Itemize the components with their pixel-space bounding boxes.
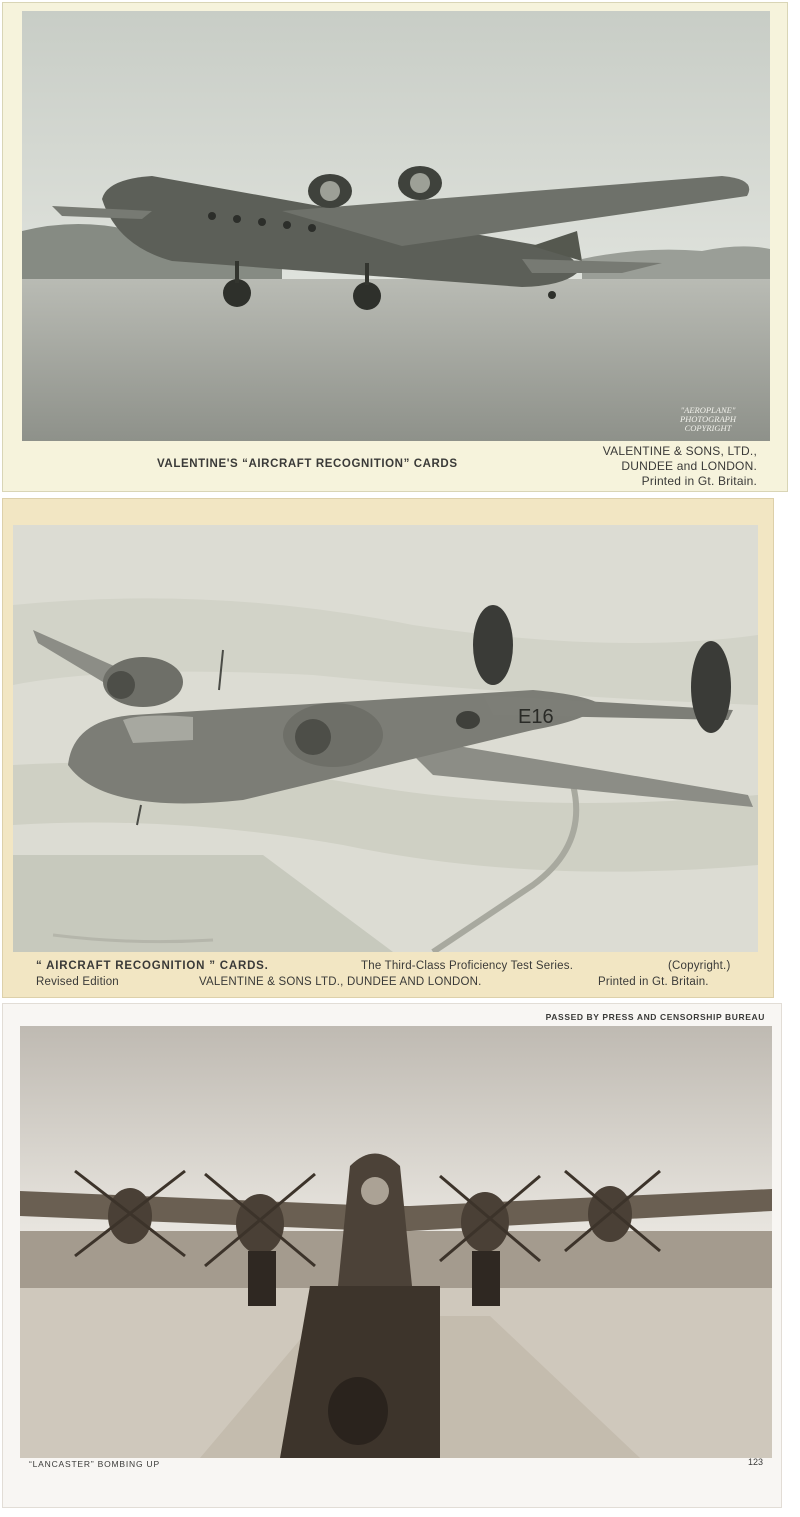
- series-name: The Third-Class Proficiency Test Series.: [361, 960, 574, 972]
- card-title: VALENTINE'S “AIRCRAFT RECOGNITION” CARDS: [157, 458, 458, 470]
- bomber-aerial-photo-image: [13, 525, 758, 952]
- card-title: “ AIRCRAFT RECOGNITION ” CARDS.: [36, 960, 269, 972]
- censor-note: PASSED BY PRESS AND CENSORSHIP BUREAU: [545, 1012, 765, 1022]
- postcard-1-photo: [22, 11, 770, 441]
- aircraft-code-marking: E16: [518, 706, 554, 728]
- photo-caption: “LANCASTER” BOMBING UP: [29, 1459, 160, 1469]
- postcard-2-photo: [13, 525, 758, 952]
- publisher-city: DUNDEE and LONDON.: [621, 459, 757, 473]
- publisher-name: VALENTINE & SONS, LTD.,: [602, 444, 757, 458]
- card-number: 123: [747, 1457, 763, 1467]
- postcard-2: [2, 498, 774, 998]
- edition-note: Revised Edition: [36, 976, 119, 988]
- copyright-note: (Copyright.): [668, 960, 731, 972]
- postcard-3: [2, 1003, 782, 1508]
- lancaster-photo-image: [20, 1026, 772, 1458]
- printed-note: Printed in Gt. Britain.: [641, 474, 757, 488]
- printed-note: Printed in Gt. Britain.: [598, 976, 709, 988]
- postcard-3-photo: [20, 1026, 772, 1458]
- publisher-name: VALENTINE & SONS LTD., DUNDEE AND LONDON.: [199, 976, 482, 988]
- publisher-block: [603, 444, 757, 489]
- airliner-photo-image: [22, 11, 770, 441]
- photo-credit-stamp: "AEROPLANE" PHOTOGRAPH COPYRIGHT: [679, 405, 736, 433]
- postcard-1: [2, 2, 788, 492]
